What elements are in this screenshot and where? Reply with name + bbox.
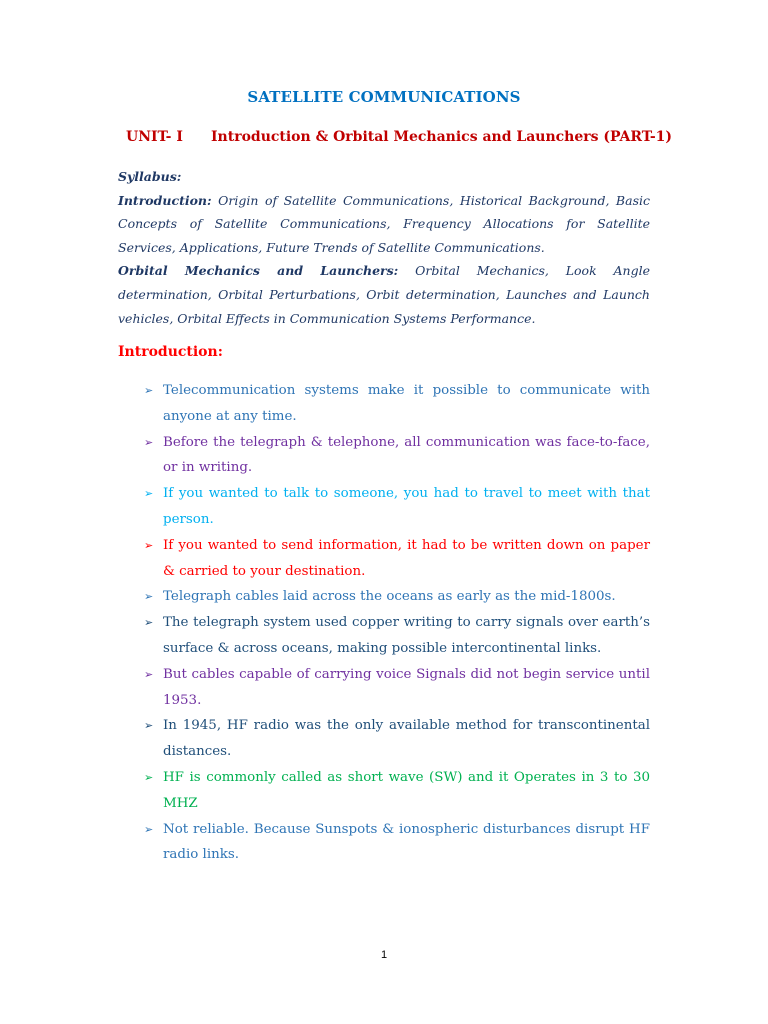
list-item <box>141 765 650 817</box>
list-item <box>141 817 650 869</box>
bullet-text: The telegraph system used copper writing to carry signals over earth’s surface & across oceans, making possible intercontinental links. <box>163 615 650 656</box>
list-item <box>141 430 650 482</box>
syllabus-intro-label: Introduction: <box>118 192 212 208</box>
page-title: SATELLITE COMMUNICATIONS <box>247 88 521 106</box>
unit-title: Introduction & Orbital Mechanics and Launchers (PART-1) <box>211 129 673 145</box>
syllabus-label: Syllabus: <box>118 169 182 184</box>
arrow-bullet-icon: ➢ <box>144 770 154 784</box>
syllabus-orbital-label: Orbital Mechanics and Launchers: <box>118 263 399 279</box>
page-number: 1 <box>380 949 388 961</box>
bullet-text: In 1945, HF radio was the only available method for transcontinental distances. <box>163 718 650 760</box>
arrow-bullet-icon: ➢ <box>144 384 154 397</box>
unit-heading <box>126 129 672 145</box>
syllabus-orbital-text: Orbital Mechanics, Look Angle determination, Orbital Perturbations, Orbit determination, Launches and Launch vehicles, Orbital Effects in Communication Systems Performance. <box>118 263 650 326</box>
syllabus-intro-text: Origin of Satellite Communications, Historical Background, Basic Concepts of Satellite Communications, Frequency Allocations for Satellite Services, Applications, Future Trends of Satellite Communications. <box>118 192 650 255</box>
introduction-heading: Introduction: <box>118 344 223 360</box>
syllabus-section <box>118 165 650 330</box>
arrow-bullet-icon: ➢ <box>144 538 154 552</box>
bullet-text: HF is commonly called as short wave (SW) and it Operates in 3 to 30 MHZ <box>163 769 650 811</box>
arrow-bullet-icon: ➢ <box>144 667 154 681</box>
bullet-text: Not reliable. Because Sunspots & ionospheric disturbances disrupt HF radio links. <box>163 821 650 863</box>
list-item <box>141 584 650 610</box>
syllabus-orbital <box>118 259 650 330</box>
arrow-bullet-icon: ➢ <box>144 719 154 733</box>
list-item <box>141 610 650 662</box>
bullet-text: Telecommunication systems make it possible to communicate with anyone at any time. <box>163 383 650 424</box>
arrow-bullet-icon: ➢ <box>144 822 154 836</box>
arrow-bullet-icon: ➢ <box>144 435 154 449</box>
arrow-bullet-icon: ➢ <box>144 590 154 604</box>
arrow-bullet-icon: ➢ <box>144 616 154 630</box>
unit-label: UNIT- I <box>126 129 183 145</box>
bullet-text: But cables capable of carrying voice Signals did not begin service until 1953. <box>163 666 650 708</box>
list-item <box>141 378 650 430</box>
bullet-text: Telegraph cables laid across the oceans as early as the mid-1800s. <box>163 589 616 605</box>
list-item <box>141 713 650 765</box>
syllabus-introduction <box>118 189 650 260</box>
arrow-bullet-icon: ➢ <box>144 487 154 501</box>
bullet-text: If you wanted to talk to someone, you had to travel to meet with that person. <box>163 486 650 527</box>
bullet-text: Before the telegraph & telephone, all communication was face-to-face, or in writing. <box>163 434 650 476</box>
bullet-text: If you wanted to send information, it had to be written down on paper & carried to your destination. <box>163 537 650 579</box>
bullet-list <box>141 378 650 868</box>
list-item <box>141 662 650 714</box>
list-item <box>141 533 650 585</box>
list-item <box>141 481 650 533</box>
